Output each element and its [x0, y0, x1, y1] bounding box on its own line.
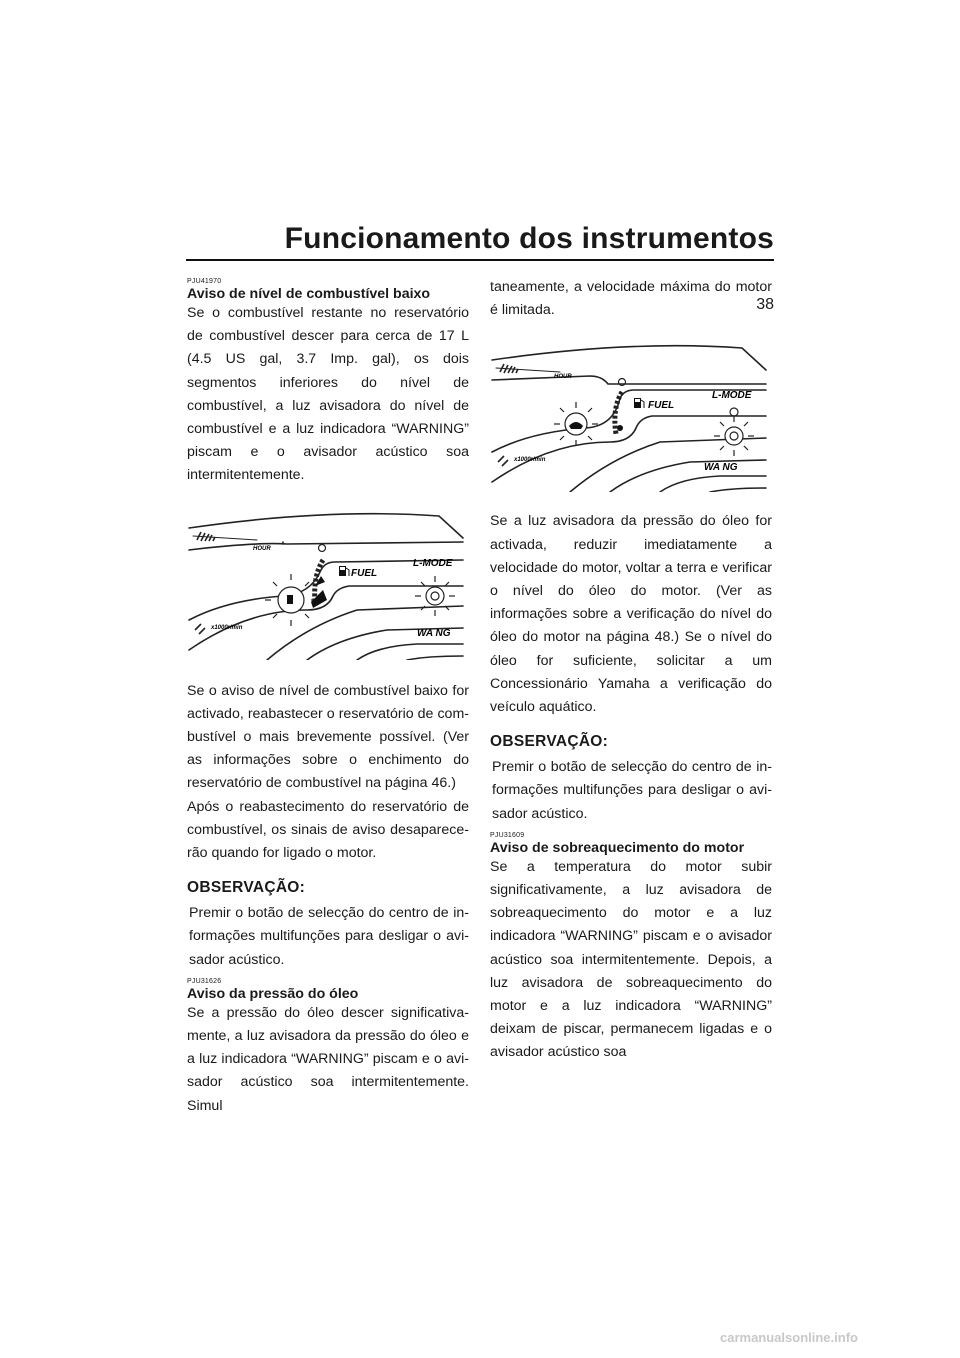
note-heading-oil: OBSERVAÇÃO:	[490, 733, 609, 751]
header-rule	[186, 259, 774, 261]
section-heading-fuel: Aviso de nível de combustível baixo	[187, 286, 431, 302]
right-column	[490, 276, 772, 1065]
fuel-paragraph-1: Se o combustível restante no reservatório de combustível descer para cerca de 17 L (4.5 US gal, 3.7 Imp. gal), os dois segmentos inferiores do nível de combustível, a luz avisadora do nível de combustível e a luz indicadora “WARNING” piscam e o avisador acústico soa intermitentemente.	[187, 305, 469, 484]
left-column	[187, 276, 469, 1118]
note-text-fuel: Premir o botão de selecção do centro de informações multifunções para desligar o avisador acústico.	[189, 905, 469, 968]
section-code: PJU31609	[490, 831, 525, 839]
flashing-fuel-light-icon	[265, 574, 327, 626]
flashing-warning-light-icon	[415, 576, 455, 616]
rpm-label: x1000r/min	[514, 457, 546, 464]
note-heading-fuel: OBSERVAÇÃO:	[187, 879, 306, 897]
fuel-pump-icon	[634, 398, 644, 408]
note-text-oil: Premir o botão de selecção do centro de informações multifunções para desligar o avisador acústico.	[492, 759, 772, 822]
warning-label: WA NG	[704, 462, 738, 474]
section-code: PJU31626	[187, 977, 222, 985]
flashing-oil-light-icon	[554, 402, 598, 446]
section-code: PJU41970	[187, 278, 222, 285]
fuel-pump-icon	[339, 566, 349, 576]
temp-paragraph-1: Se a temperatura do motor subir significativamente, a luz avisadora de sobreaquecimento do motor e a luz indicadora “WARNING” piscam e o avisador acústico soa intermitentemente. Depois, a luz avisadora de sobreaquecimento do motor e a luz indicadora “WARNING” deixam de piscar, permanecem ligadas e o avisador acústico soa	[490, 858, 772, 1061]
fuel-warning-figure	[187, 510, 469, 660]
lmode-label: L-MODE	[413, 557, 453, 569]
hour-label: HOUR	[253, 545, 271, 552]
fuel-paragraph-3: Após o reabastecimento do reservatório de combustível, os sinais de aviso desaparecerão quando for ligado o motor.	[187, 798, 469, 862]
lmode-label: L-MODE	[712, 390, 752, 402]
oil-pressure-warning-figure	[490, 342, 772, 492]
warning-label: WA NG	[417, 627, 451, 639]
oil-paragraph-1-continued: taneamente, a velocidade máxima do motor é limitada.	[490, 279, 772, 319]
section-heading-temp: Aviso de sobreaquecimento do motor	[490, 839, 745, 856]
rpm-label: x1000r/min	[211, 624, 243, 631]
section-heading-oil: Aviso da pressão do óleo	[187, 985, 359, 1002]
oil-paragraph-1: Se a pressão do óleo descer significativamente, a luz avisadora da pressão do óleo e a luz indicadora “WARNING” piscam e o avisador acústico soa intermitentemente. Simul	[187, 1004, 469, 1114]
fuel-paragraph-2: Se o aviso de nível de combustível baixo for activado, reabastecer o reservatório de combustível o mais brevemente possível. (Ver as informações sobre o enchimento do reservatório de combustível na página 46.)	[187, 682, 469, 792]
page-number: 38	[756, 296, 774, 313]
flashing-warning-light-icon	[714, 416, 754, 456]
page-title: Funcionamento dos instrumentos	[284, 222, 774, 255]
watermark: carmanualsonline.info	[720, 1330, 858, 1345]
fuel-label: FUEL	[351, 567, 378, 579]
hour-label: HOUR	[554, 374, 572, 381]
oil-paragraph-2: Se a luz avisadora da pressão do óleo for activada, reduzir imediatamente a velocidade do motor, voltar a terra e verificar o nível do óleo do motor. (Ver as informações sobre a verificação do nível do óleo do motor na página 48.) Se o nível do óleo for suficiente, solicitar a um Concessionário Yamaha a verificação do veículo aquático.	[490, 513, 772, 716]
fuel-label: FUEL	[648, 400, 675, 412]
